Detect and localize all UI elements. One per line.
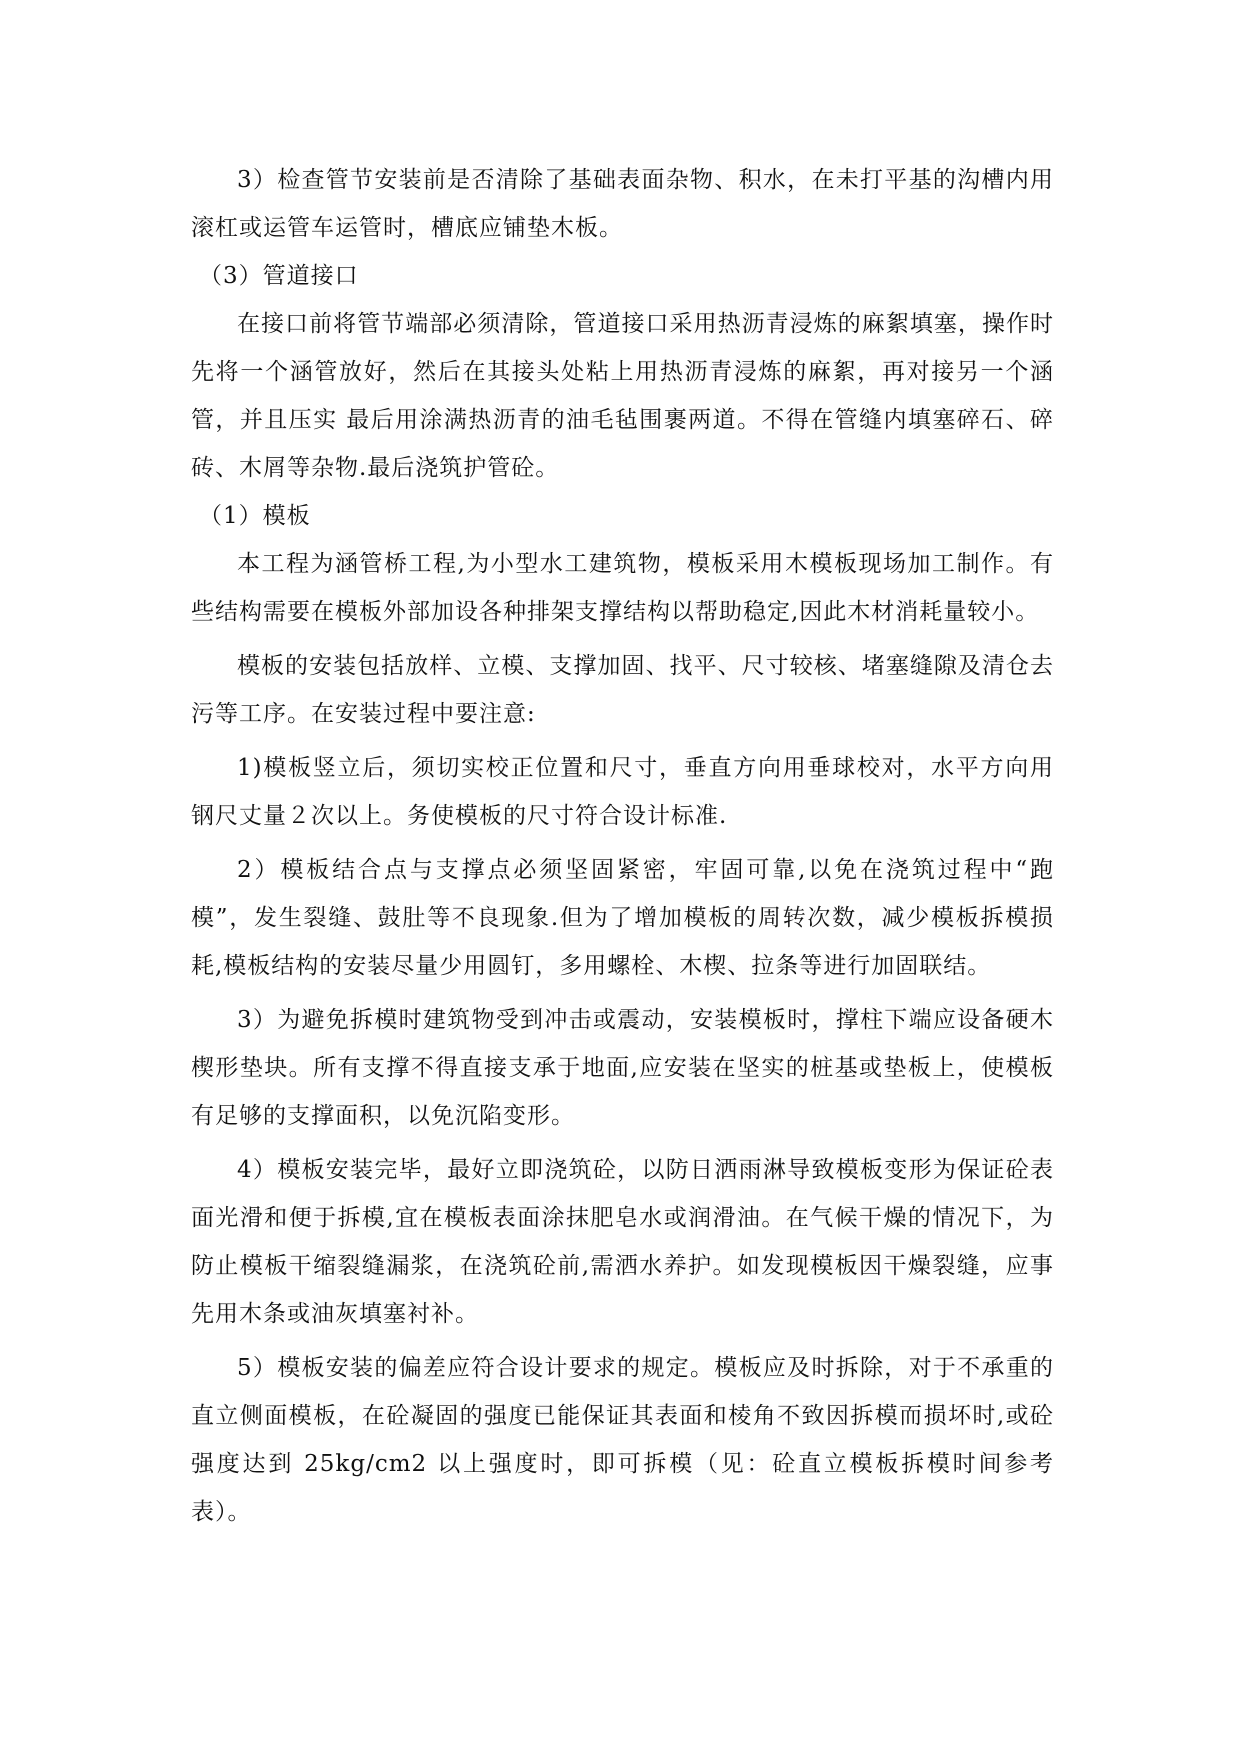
paragraph-formwork-intro: 本工程为涵管桥工程,为小型水工建筑物，模板采用木模板现场加工制作。有些结构需要在模板外部加设各种排架支撑结构以帮助稳定,因此木材消耗量较小。	[191, 551, 1054, 625]
list-item-4: 4）模板安装完毕，最好立即浇筑砼，以防日洒雨淋导致模板变形为保证砼表面光滑和便于拆模,宜在模板表面涂抹肥皂水或润滑油。在气候干燥的情况下，为防止模板干缩裂缝漏浆，在浇筑砼前,需洒水养护。如发现模板因干燥裂缝，应事先用木条或油灰填塞衬补。	[191, 1157, 1054, 1327]
heading-pipe-joint: （3）管道接口	[199, 263, 359, 289]
list-item-2: 2）模板结合点与支撑点必须坚固紧密，牢固可靠,以免在浇筑过程中“跑模”，发生裂缝、鼓肚等不良现象.但为了增加模板的周转次数，减少模板拆模损耗,模板结构的安装尽量少用圆钉，多用螺栓、木楔、拉条等进行加固联结。	[191, 857, 1054, 979]
paragraph-formwork-install: 模板的安装包括放样、立模、支撑加固、找平、尺寸较核、堵塞缝隙及清仓去污等工序。在安装过程中要注意:	[191, 653, 1054, 727]
paragraph-pipe-inspection: 3）检查管节安装前是否清除了基础表面杂物、积水，在未打平基的沟槽内用滚杠或运管车运管时，槽底应铺垫木板。	[191, 167, 1054, 241]
list-item-1: 1)模板竖立后，须切实校正位置和尺寸，垂直方向用垂球校对，水平方向用钢尺丈量２次以上。务使模板的尺寸符合设计标准.	[191, 755, 1054, 829]
list-item-3: 3）为避免拆模时建筑物受到冲击或震动，安装模板时，撑柱下端应设备硬木楔形垫块。所有支撑不得直接支承于地面,应安装在坚实的桩基或垫板上，使模板有足够的支撑面积，以免沉陷变形。	[191, 1007, 1054, 1129]
paragraph-pipe-joint: 在接口前将管节端部必须清除，管道接口采用热沥青浸炼的麻絮填塞，操作时先将一个涵管放好，然后在其接头处粘上用热沥青浸炼的麻絮，再对接另一个涵管，并且压实 最后用涂满热沥青的油毛毡围裹两道。不得在管缝内填塞碎石、碎砖、木屑等杂物.最后浇筑护管砼。	[191, 311, 1054, 481]
document-body	[191, 156, 1054, 1536]
list-item-5: 5）模板安装的偏差应符合设计要求的规定。模板应及时拆除，对于不承重的直立侧面模板，在砼凝固的强度已能保证其表面和棱角不致因拆模而损坏时,或砼强度达到 25kg/cm2 以上强度时，即可拆模（见：砼直立模板拆模时间参考表）。	[191, 1355, 1054, 1525]
heading-formwork: （1）模板	[199, 503, 311, 529]
